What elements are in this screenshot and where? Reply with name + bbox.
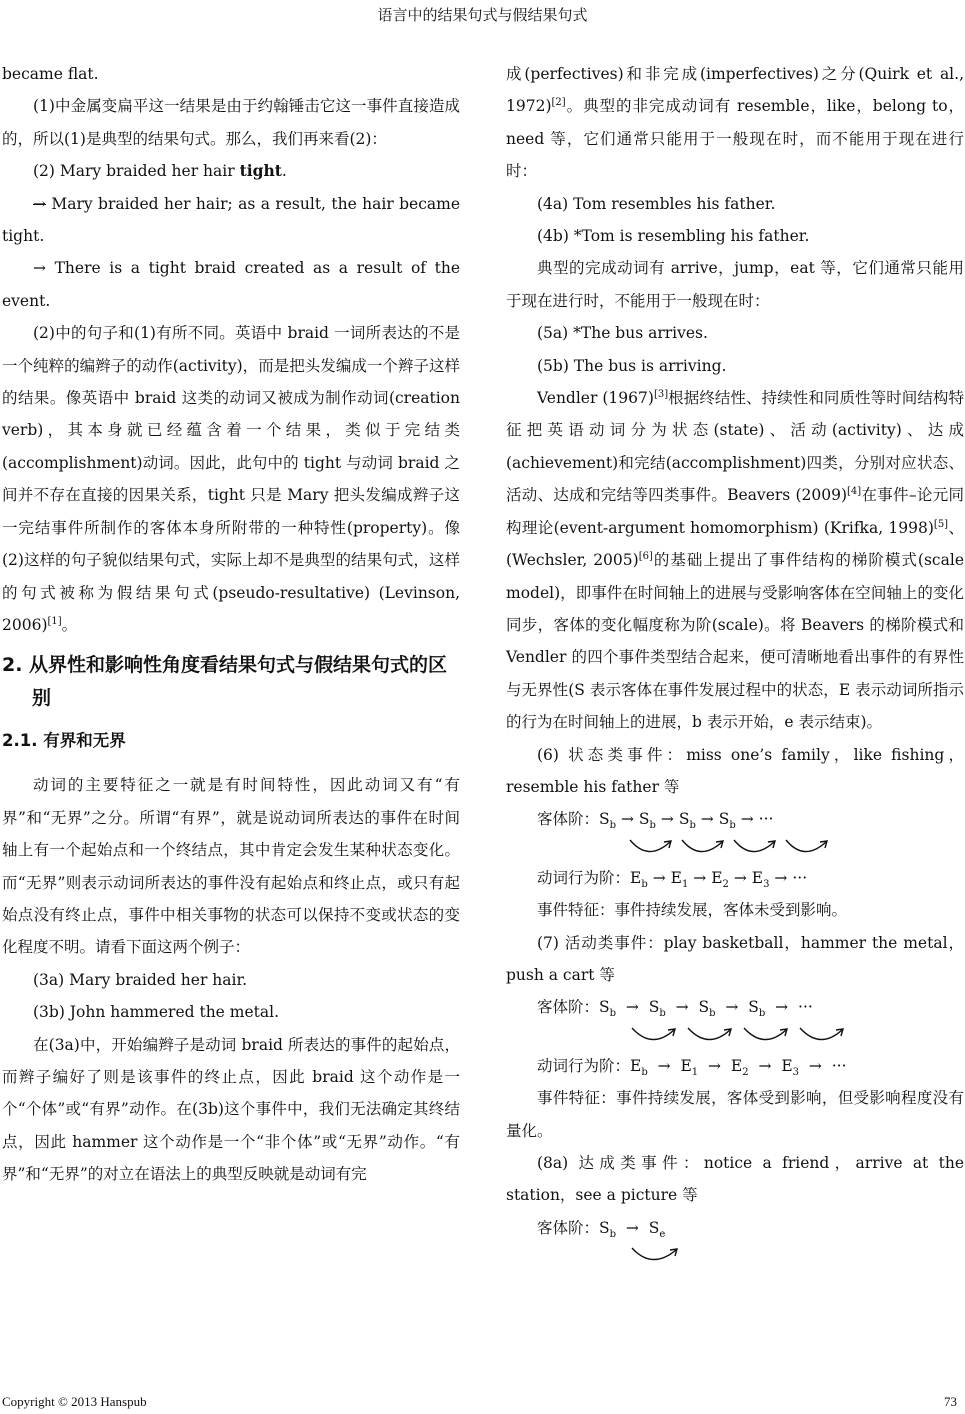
event-feature-6: 事件特征：事件持续发展，客体未受到影响。 bbox=[537, 901, 848, 920]
subsection-heading: 2.1. 有界和无界 bbox=[2, 731, 126, 751]
verb-scale-sequence: 动词行为阶：$E_b \to E_1 \to E_2 \to E_3$ → ··· bbox=[537, 868, 808, 890]
paragraph: 在(3a)中，开始编辫子是动词 braid 所表达的事件的起始点，而辫子编好了则是该事件的终止点，因此 braid 这个动作是一个“个体”或“有界”动作。在(3b)这个事件中，我们无法确定其终结点，因此 hammer 这个动作是一个“非个体”或“无界”动作。“有界”和“无界”的对立在语法上的典型反映就是动词有完 bbox=[2, 1035, 460, 1184]
example-5b: (5b) The bus is arriving. bbox=[537, 356, 727, 375]
example-2-gloss-a: → Mary braided her hair; as a result, the hair became tight. bbox=[2, 194, 460, 246]
example-8a: (8a) 达成类事件：notice a friend，arrive at the station，see a picture 等 bbox=[506, 1154, 964, 1205]
left-column bbox=[2, 58, 460, 1191]
object-scale-sequence: 客体阶：$S_b \to S_b \to S_b \to S_b$ → ··· bbox=[537, 810, 774, 832]
paragraph: (2)中的句子和(1)有所不同。英语中 braid 一词所表达的不是一个纯粹的编辫子的动作(activity)，而是把头发编成一个辫子这样的结果。像英语中 braid 这类的动词又被成为制作动词(creation verb)，其本身就已经蕴含着一个结果，类似于完结类(accomplishment)动词。因此，此句中的 tight 与动词 braid 之间并不存在直接的因果关系，tight 只是 Mary 把头发编成辫子这一完结事件所制作的客体本身所附带的一种特性(property)。像(2)这样的句子貌似结果句式，实际上却不是典型的结果句式，这样的句式被称为假结果句式(pseudo-resultative) (Levinson, 2006)[1]。 bbox=[2, 324, 460, 634]
verb-scale-sequence: 动词行为阶：$E_b \to E_1 \to E_2 \to E_3$ → ··· bbox=[537, 1056, 847, 1078]
example-3b: (3b) John hammered the metal. bbox=[33, 1003, 280, 1022]
example-7: (7) 活动类事件：play basketball，hammer the metal，push a cart 等 bbox=[506, 933, 964, 984]
example-4b: (4b) *Tom is resembling his father. bbox=[537, 227, 810, 246]
paragraph: 动词的主要特征之一就是有时间特性，因此动词又有“有界”和“无界”之分。所谓“有界”，就是说动词所表达的事件在时间轴上有一个起始点和一个终结点，其中肯定会发生某种状态变化。而“无界”则表示动词所表达的事件没有起始点和终止点，或只有起始点没有终止点，事件中相关事物的状态可以保持不变或状态的变化程度不明。请看下面这两个例子： bbox=[2, 776, 460, 957]
page-number: 73 bbox=[944, 1394, 957, 1409]
copyright-footer: Copyright © 2013 Hanspub bbox=[2, 1394, 147, 1409]
object-scale-sequence: 客体阶：$S_b \to S_b \to S_b \to S_b$ → ··· bbox=[537, 998, 813, 1020]
scale-arrows-6 bbox=[626, 836, 866, 862]
section-heading: 2. 从界性和影响性角度看结果句式与假结果句式的区别 bbox=[2, 654, 448, 710]
example-3a: (3a) Mary braided her hair. bbox=[33, 970, 248, 989]
event-feature-7: 事件特征：事件持续发展，客体受到影响，但受影响程度没有量化。 bbox=[506, 1089, 964, 1140]
example-2: (2) Mary braided her hair tight. bbox=[33, 161, 287, 181]
example-2-gloss-b: → There is a tight braid created as a result of the event. bbox=[2, 259, 460, 310]
scale-arrows-7 bbox=[626, 1024, 866, 1050]
paragraph: Vendler (1967)[3]根据终结性、持续性和同质性等时间结构特征把英语动词分为状态(state)、活动(activity)、达成(achievement)和完结(accomplishment)四类，分别对应状态、活动、达成和完结等四类事件。Beavers (2009)[4]在事件–论元同构理论(event-argument homomorphism) (Krifka, 1998)[5]、(Wechsler, 2005)[6]的基础上提出了事件结构的梯阶模式(scale model)，即事件在时间轴上的进展与受影响客体在空间轴上的变化同步，客体的变化幅度称为阶(scale)。将 Beavers 的梯阶模式和 Vendler 的四个事件类型结合起来，便可清晰地看出事件的有界性与无界性(S 表示客体在事件发展过程中的状态，E 表示动词所指示的行为在时间轴上的进展，b 表示开始，e 表示结束)。 bbox=[506, 388, 964, 732]
paragraph: 典型的完成动词有 arrive，jump，eat 等，它们通常只能用于现在进行时，不能用于一般现在时： bbox=[506, 259, 964, 310]
paragraph: (1)中金属变扁平这一结果是由于约翰锤击它这一事件直接造成的，所以(1)是典型的结果句式。那么，我们再来看(2)： bbox=[2, 97, 460, 148]
paragraph: 成(perfectives)和非完成(imperfectives)之分(Quirk et al., 1972)[2]。典型的非完成动词有 resemble，like，belong to，need 等，它们通常只能用于一般现在时，而不能用于现在进行时： bbox=[506, 65, 964, 181]
example-5a: (5a) *The bus arrives. bbox=[537, 324, 708, 343]
example-4a: (4a) Tom resembles his father. bbox=[537, 194, 776, 213]
object-scale-sequence: 客体阶：$S_b \to S_e$ bbox=[537, 1218, 666, 1240]
right-column bbox=[506, 58, 964, 1270]
paragraph: became flat. bbox=[2, 65, 99, 83]
example-6: (6) 状态类事件：miss one’s family，like fishing，resemble his father 等 bbox=[506, 745, 964, 796]
scale-arrows-8 bbox=[626, 1244, 866, 1270]
running-header: 语言中的结果句式与假结果句式 bbox=[377, 6, 588, 24]
